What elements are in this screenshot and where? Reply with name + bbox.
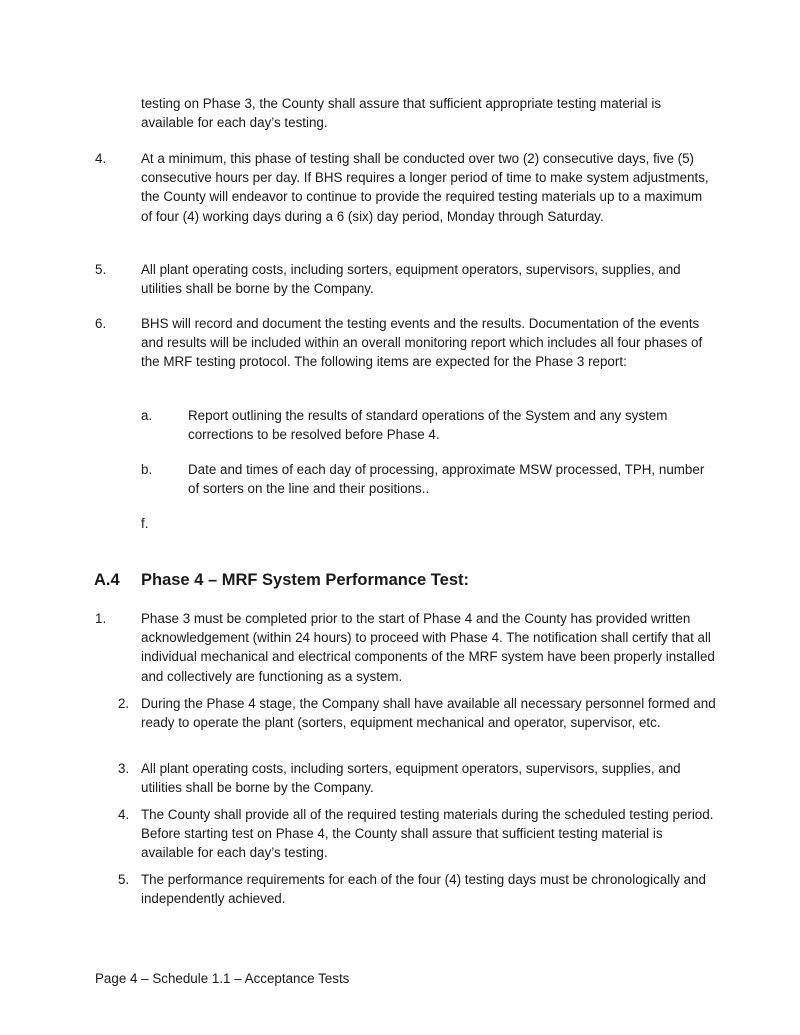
item-number: 4.: [118, 807, 130, 822]
item-number: 3.: [118, 761, 130, 776]
item-text: Phase 3 must be completed prior to the start of Phase 4 and the County has provided written acknowledgement (within 24 hours) to proceed with Phase 4. The notification shall certify that all individual mechanical and electrical components of the MRF system have been properly installed and collectively are functioning as a system.: [141, 611, 715, 684]
intro-paragraph: testing on Phase 3, the County shall assure that sufficient appropriate testing material is available for each day’s testing.: [141, 96, 662, 131]
sub-item-text: Date and times of each day of processing, approximate MSW processed, TPH, number of sorters on the line and their positions..: [188, 462, 705, 497]
item-number: 5.: [95, 262, 107, 277]
item-text: All plant operating costs, including sorters, equipment operators, supervisors, supplies, and utilities shall be borne by the Company.: [141, 761, 681, 796]
sub-item-letter: b.: [141, 462, 153, 477]
item-text: At a minimum, this phase of testing shall be conducted over two (2) consecutive days, five (5) consecutive hours per day. If BHS requires a longer period of time to make system adjustments, the County will endeavor to continue to provide the required testing materials up to a maximum of four (4) working days during a 6 (six) day period, Monday through Saturday.: [141, 151, 709, 224]
section-number: A.4: [94, 571, 120, 589]
sub-item-letter: a.: [141, 408, 153, 423]
section-title: Phase 4 – MRF System Performance Test:: [141, 571, 469, 589]
page-footer: Page 4 – Schedule 1.1 – Acceptance Tests: [95, 971, 350, 986]
sub-item-text: Report outlining the results of standard operations of the System and any system corrections to be resolved before Phase 4.: [188, 408, 668, 443]
item-number: 6.: [95, 316, 107, 331]
item-number: 4.: [95, 151, 107, 166]
item-number: 2.: [118, 696, 130, 711]
item-text: The County shall provide all of the required testing materials during the scheduled testing period. Before starting test on Phase 4, the County shall assure that sufficient testing material is available for each day’s testing.: [141, 807, 714, 861]
sub-item-letter: f.: [141, 516, 149, 531]
item-text: The performance requirements for each of the four (4) testing days must be chronologically and independently achieved.: [141, 872, 706, 907]
item-text: During the Phase 4 stage, the Company shall have available all necessary personnel formed and ready to operate the plant (sorters, equipment mechanical and operator, supervisor, etc.: [141, 696, 716, 731]
item-number: 5.: [118, 872, 130, 887]
item-text: BHS will record and document the testing events and the results. Documentation of the events and results will be included within an overall monitoring report which includes all four phases of the MRF testing protocol. The following items are expected for the Phase 3 report:: [141, 316, 703, 370]
item-text: All plant operating costs, including sorters, equipment operators, supervisors, supplies, and utilities shall be borne by the Company.: [141, 262, 681, 297]
item-number: 1.: [95, 611, 107, 626]
